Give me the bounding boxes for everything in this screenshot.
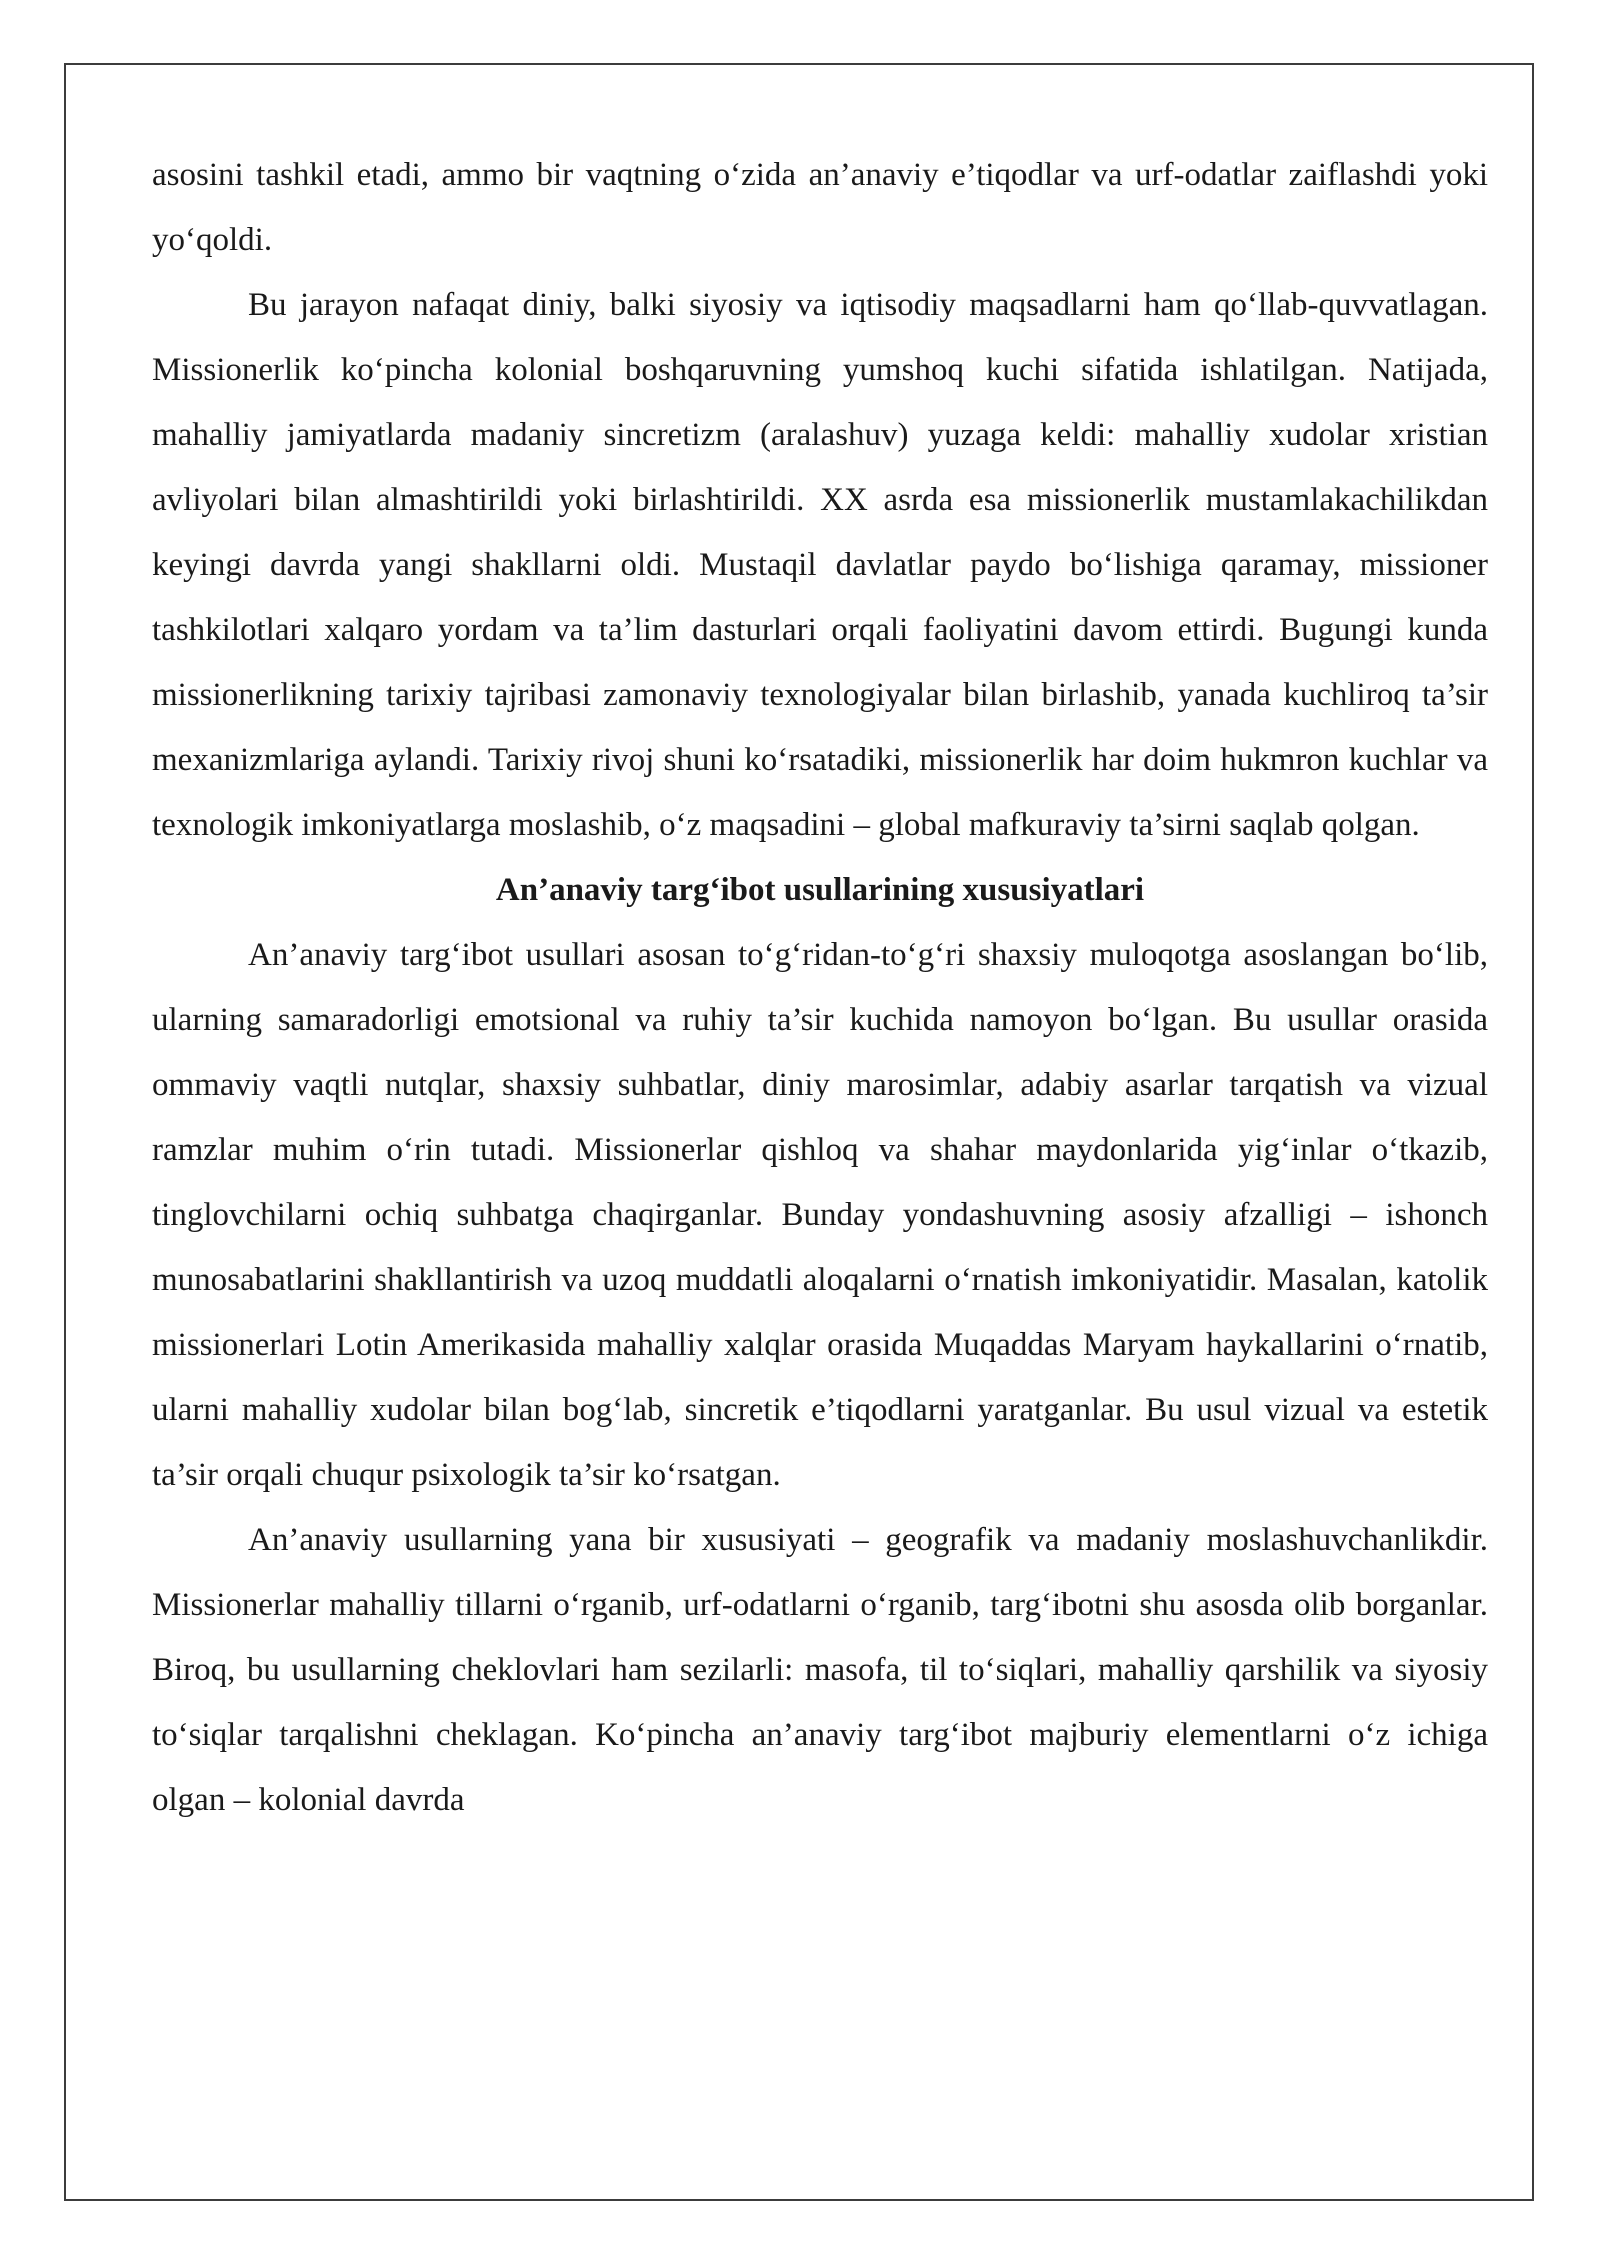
paragraph-missionary-history: Bu jarayon nafaqat diniy, balki siyosiy va iqtisodiy maqsadlarni ham qo‘llab-quvvatlagan. Missionerlik ko‘pincha kolonial boshqaruvning yumshoq kuchi sifatida ishlatilgan. Natijada, mahalliy jamiyatlarda madaniy sincretizm (aralashuv) yuzaga keldi: mahalliy xudolar xristian avliyolari bilan almashtirildi yoki birlashtirildi. XX asrda esa missionerlik mustamlakachilikdan keyingi davrda yangi shakllarni oldi. Mustaqil davlatlar paydo bo‘lishiga qaramay, missioner tashkilotlari xalqaro yordam va ta’lim dasturlari orqali faoliyatini davom ettirdi. Bugungi kunda missionerlikning tarixiy tajribasi zamonaviy texnologiyalar bilan birlashib, yanada kuchliroq ta’sir mexanizmlariga aylandi. Tarixiy rivoj shuni ko‘rsatadiki, missionerlik har doim hukmron kuchlar va texnologik imkoniyatlarga moslashib, o‘z maqsadini – global mafkuraviy ta’sirni saqlab qolgan. [152, 287, 1488, 843]
paragraph-adaptability: An’anaviy usullarning yana bir xususiyati – geografik va madaniy moslashuvchanlikdir. Missionerlar mahalliy tillarni o‘rganib, urf-odatlarni o‘rganib, targ‘ibotni shu asosda olib borganlar. Biroq, bu usullarning cheklovlari ham sezilarli: masofa, til to‘siqlari, mahalliy qarshilik va siyosiy to‘siqlar tarqalishni cheklagan. Ko‘pincha an’anaviy targ‘ibot majburiy elementlarni o‘z ichiga olgan – kolonial davrda [152, 1522, 1488, 1818]
section-heading: An’anaviy targ‘ibot usullarining xususiyatlari [495, 872, 1145, 908]
paragraph-continuation: asosini tashkil etadi, ammo bir vaqtning o‘zida an’anaviy e’tiqodlar va urf-odatlar zaiflashdi yoki yo‘qoldi. [152, 157, 1488, 258]
document-body [152, 143, 1488, 1833]
paragraph-traditional-methods: An’anaviy targ‘ibot usullari asosan to‘g‘ridan-to‘g‘ri shaxsiy muloqotga asoslangan bo‘lib, ularning samaradorligi emotsional va ruhiy ta’sir kuchida namoyon bo‘lgan. Bu usullar orasida ommaviy vaqtli nutqlar, shaxsiy suhbatlar, diniy marosimlar, adabiy asarlar tarqatish va vizual ramzlar muhim o‘rin tutadi. Missionerlar qishloq va shahar maydonlarida yig‘inlar o‘tkazib, tinglovchilarni ochiq suhbatga chaqirganlar. Bunday yondashuvning asosiy afzalligi – ishonch munosabatlarini shakllantirish va uzoq muddatli aloqalarni o‘rnatish imkoniyatidir. Masalan, katolik missionerlari Lotin Amerikasida mahalliy xalqlar orasida Muqaddas Maryam haykallarini o‘rnatib, ularni mahalliy xudolar bilan bog‘lab, sincretik e’tiqodlarni yaratganlar. Bu usul vizual va estetik ta’sir orqali chuqur psixologik ta’sir ko‘rsatgan. [152, 937, 1488, 1493]
